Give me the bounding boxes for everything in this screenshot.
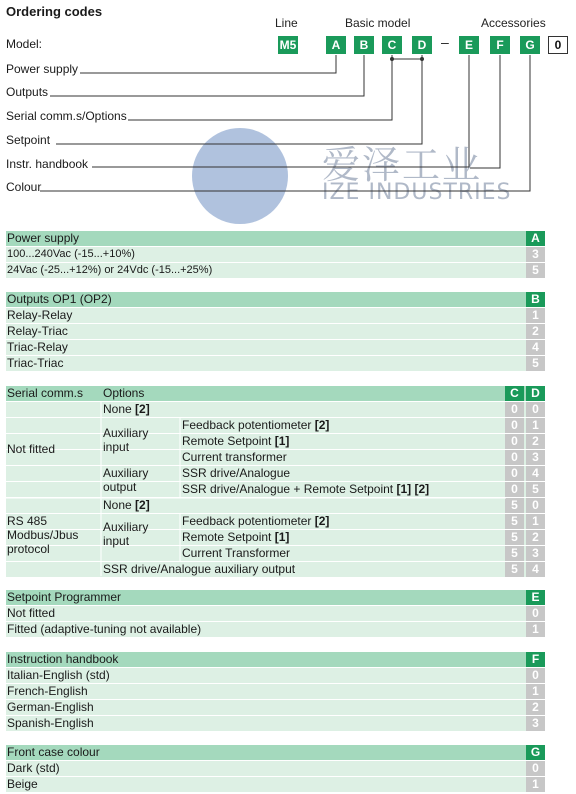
table-row: Remote Setpoint [1] 5 2 [6, 530, 545, 546]
serial-table-dividers [6, 386, 545, 576]
code-box-f: F [490, 36, 510, 54]
code-box-b: B [354, 36, 374, 54]
table-row: Spanish-English 3 [6, 716, 545, 732]
rs485-label: RS 485 Modbus/Jbus protocol [7, 514, 79, 556]
code-box-e: E [459, 36, 479, 54]
front-case-colour-table [6, 745, 545, 793]
table-row: Feedback potentiometer [2] 0 1 [6, 418, 545, 434]
table-header: Power supply A [6, 231, 545, 247]
table-row: Dark (std) 0 [6, 761, 545, 777]
aux-output-label: Auxiliary output [103, 466, 149, 494]
table-row: French-English 1 [6, 684, 545, 700]
table-row: German-English 2 [6, 700, 545, 716]
power-supply-table [6, 231, 545, 279]
table-row: SSR drive/Analogue 0 4 [6, 466, 545, 482]
line-label: Line [275, 16, 298, 30]
not-fitted-label: Not fitted [7, 442, 56, 456]
table-header: Front case colour G [6, 745, 545, 761]
table-row: SSR drive/Analogue auxiliary output 5 4 [6, 562, 545, 578]
table-row: Triac-Relay 4 [6, 340, 545, 356]
field-handbook: Instr. handbook [6, 157, 89, 171]
field-serial: Serial comm.s/Options [6, 109, 127, 123]
table-row: Relay-Relay 1 [6, 308, 545, 324]
table-row: Relay-Triac 2 [6, 324, 545, 340]
model-label: Model: [6, 37, 43, 51]
field-setpoint: Setpoint [6, 133, 51, 147]
table-row: Not fitted 0 [6, 606, 545, 622]
code-box-c: C [382, 36, 402, 54]
field-power-supply: Power supply [6, 62, 79, 76]
table-row: Triac-Triac 5 [6, 356, 545, 372]
aux-input-label-rs485: Auxiliary input [103, 520, 149, 548]
table-row: SSR drive/Analogue + Remote Setpoint [1] [2] 0 5 [6, 482, 545, 498]
code-box-zero: 0 [548, 36, 568, 54]
code-box-line: M5 [279, 38, 297, 52]
code-box-g: G [520, 36, 540, 54]
basic-model-label: Basic model [345, 16, 411, 30]
table-row: Feedback potentiometer [2] 5 1 [6, 514, 545, 530]
code-box-a: A [326, 36, 346, 54]
serial-comms-table [6, 386, 545, 576]
page-title: Ordering codes [6, 4, 103, 19]
table-row: None [2] 5 0 [6, 498, 545, 514]
instruction-handbook-table [6, 652, 545, 732]
table-row: Fitted (adaptive-tuning not available) 1 [6, 622, 545, 638]
watermark-cn: 爱泽工业 [322, 143, 483, 187]
table-row: 100...240Vac (-15...+10%) 3 [6, 247, 545, 263]
code-dash: – [441, 34, 449, 50]
table-row: Beige 1 [6, 777, 545, 793]
field-colour: Colour [6, 180, 42, 194]
table-row: Italian-English (std) 0 [6, 668, 545, 684]
table-header: Outputs OP1 (OP2) B [6, 292, 545, 308]
table-header: Serial comm.s Options C D [6, 386, 545, 402]
table-row: 24Vac (-25...+12%) or 24Vdc (-15...+25%) 5 [6, 263, 545, 279]
aux-input-label: Auxiliary input [103, 426, 149, 454]
code-box-d: D [412, 36, 432, 54]
table-row: Current transformer 0 3 [6, 450, 545, 466]
watermark-en: IZE INDUSTRIES [322, 180, 512, 205]
table-row: Current Transformer 5 3 [6, 546, 545, 562]
accessories-label: Accessories [481, 16, 546, 30]
table-row: None [2] 0 0 [6, 402, 545, 418]
table-header: Instruction handbook F [6, 652, 545, 668]
field-outputs: Outputs [6, 85, 49, 99]
table-header: Setpoint Programmer E [6, 590, 545, 606]
code-connector-lines [0, 0, 576, 200]
setpoint-programmer-table [6, 590, 545, 638]
outputs-table [6, 292, 545, 372]
table-row: Remote Setpoint [1] 0 2 [6, 434, 545, 450]
